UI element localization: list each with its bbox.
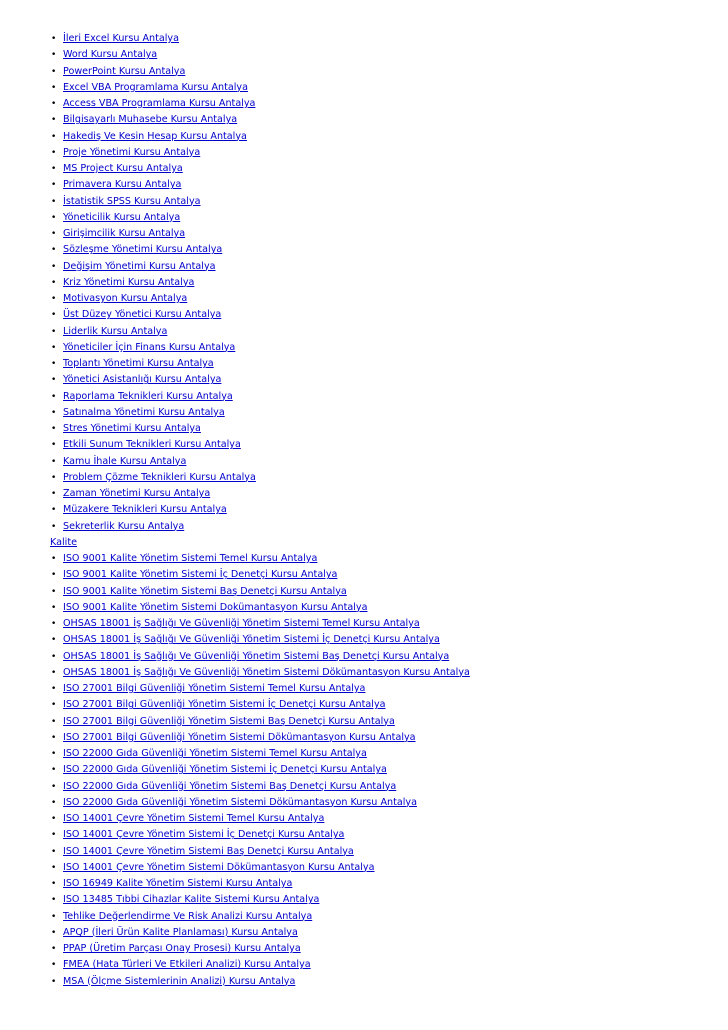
list-item xyxy=(0,470,728,486)
list-item xyxy=(0,291,728,307)
list-item xyxy=(0,974,728,990)
list-item xyxy=(0,795,728,811)
course-link[interactable]: Bilgisayarlı Muhasebe Kursu Antalya xyxy=(63,114,238,126)
bullet-icon: • xyxy=(51,586,57,597)
course-link[interactable]: Değişim Yönetimi Kursu Antalya xyxy=(63,260,216,272)
list-item xyxy=(0,31,728,47)
list-item xyxy=(0,145,728,161)
course-link[interactable]: Satınalma Yönetimi Kursu Antalya xyxy=(63,406,225,418)
course-link[interactable]: Girişimcilik Kursu Antalya xyxy=(63,228,186,239)
bullet-icon: • xyxy=(51,570,57,581)
course-link[interactable]: ISO 27001 Bilgi Güvenliği Yönetim Sistemi Temel Kursu Antalya xyxy=(63,683,366,694)
bullet-icon: • xyxy=(51,310,57,321)
course-link[interactable]: ISO 9001 Kalite Yönetim Sistemi İç Denetçi Kursu Antalya xyxy=(63,569,338,581)
list-item xyxy=(0,600,728,616)
course-list-general xyxy=(0,31,728,535)
course-link[interactable]: PPAP (Üretim Parçası Onay Prosesi) Kursu Antalya xyxy=(63,943,301,954)
course-link[interactable]: ISO 13485 Tıbbi Cihazlar Kalite Sistemi Kursu Antalya xyxy=(63,894,320,906)
list-item xyxy=(0,714,728,730)
bullet-icon: • xyxy=(51,82,57,93)
bullet-icon: • xyxy=(51,229,57,239)
list-item xyxy=(0,567,728,583)
course-link[interactable]: Tehlike Değerlendirme Ve Risk Analizi Kursu Antalya xyxy=(63,910,313,922)
course-link[interactable]: Primavera Kursu Antalya xyxy=(63,179,182,191)
bullet-icon: • xyxy=(51,879,57,889)
course-link[interactable]: ISO 27001 Bilgi Güvenliği Yönetim Sistemi Dökümantasyon Kursu Antalya xyxy=(63,731,416,743)
bullet-icon: • xyxy=(51,521,57,532)
course-link[interactable]: ISO 22000 Gıda Güvenliği Yönetim Sistemi Temel Kursu Antalya xyxy=(63,748,367,759)
bullet-icon: • xyxy=(51,359,57,369)
section-heading-link[interactable]: Kalite xyxy=(50,536,77,548)
course-link[interactable]: Proje Yönetimi Kursu Antalya xyxy=(63,146,201,158)
bullet-icon: • xyxy=(51,440,57,451)
list-item xyxy=(0,161,728,177)
list-item xyxy=(0,876,728,892)
list-item xyxy=(0,762,728,778)
course-link[interactable]: Etkili Sunum Teknikleri Kursu Antalya xyxy=(63,439,241,451)
bullet-icon: • xyxy=(51,781,57,792)
course-link[interactable]: Yönetici Asistanlığı Kursu Antalya xyxy=(63,374,222,386)
bullet-icon: • xyxy=(51,814,57,824)
bullet-icon: • xyxy=(51,602,57,613)
course-link[interactable]: ISO 9001 Kalite Yönetim Sistemi Temel Kursu Antalya xyxy=(63,553,318,564)
bullet-icon: • xyxy=(51,830,57,841)
bullet-icon: • xyxy=(51,944,57,954)
course-link[interactable]: ISO 9001 Kalite Yönetim Sistemi Baş Denetçi Kursu Antalya xyxy=(63,585,347,597)
bullet-icon: • xyxy=(51,862,57,873)
list-item xyxy=(0,697,728,713)
list-item xyxy=(0,519,728,535)
course-link[interactable]: Liderlik Kursu Antalya xyxy=(63,325,168,337)
bullet-icon: • xyxy=(51,895,57,906)
list-item xyxy=(0,551,728,567)
bullet-icon: • xyxy=(51,407,57,418)
bullet-icon: • xyxy=(51,846,57,857)
course-link[interactable]: ISO 27001 Bilgi Güvenliği Yönetim Sistemi Baş Denetçi Kursu Antalya xyxy=(63,715,395,727)
bullet-icon: • xyxy=(51,147,57,158)
course-link[interactable]: OHSAS 18001 İş Sağlığı Ve Güvenliği Yönetim Sistemi Dökümantasyon Kursu Antalya xyxy=(63,666,470,678)
bullet-icon: • xyxy=(51,960,57,971)
list-item xyxy=(0,730,728,746)
course-link[interactable]: Toplantı Yönetimi Kursu Antalya xyxy=(63,358,214,369)
list-item xyxy=(0,47,728,63)
course-link[interactable]: ISO 14001 Çevre Yönetim Sistemi Temel Kursu Antalya xyxy=(63,813,325,824)
course-link[interactable]: Kriz Yönetimi Kursu Antalya xyxy=(63,276,195,288)
bullet-icon: • xyxy=(51,716,57,727)
list-item xyxy=(0,421,728,437)
list-item xyxy=(0,275,728,291)
bullet-icon: • xyxy=(51,911,57,922)
course-link[interactable]: ISO 14001 Çevre Yönetim Sistemi Dökümantasyon Kursu Antalya xyxy=(63,861,375,873)
course-link[interactable]: Sözleşme Yönetimi Kursu Antalya xyxy=(63,244,223,256)
list-item xyxy=(0,80,728,96)
bullet-icon: • xyxy=(51,66,57,77)
list-item xyxy=(0,502,728,518)
bullet-icon: • xyxy=(51,505,57,516)
list-item xyxy=(0,665,728,681)
bullet-icon: • xyxy=(51,212,57,223)
list-item xyxy=(0,210,728,226)
list-item xyxy=(0,96,728,112)
bullet-icon: • xyxy=(51,99,57,109)
list-item xyxy=(0,811,728,827)
bullet-icon: • xyxy=(51,456,57,467)
bullet-icon: • xyxy=(51,700,57,711)
list-item xyxy=(0,827,728,843)
course-link[interactable]: APQP (İleri Ürün Kalite Planlaması) Kursu Antalya xyxy=(63,926,298,938)
bullet-icon: • xyxy=(51,554,57,564)
course-link[interactable]: OHSAS 18001 İş Sağlığı Ve Güvenliği Yönetim Sistemi Baş Denetçi Kursu Antalya xyxy=(63,650,450,662)
list-item xyxy=(0,389,728,405)
list-item xyxy=(0,242,728,258)
course-link[interactable]: OHSAS 18001 İş Sağlığı Ve Güvenliği Yönetim Sistemi Temel Kursu Antalya xyxy=(63,618,420,629)
course-link[interactable]: Excel VBA Programlama Kursu Antalya xyxy=(63,81,248,93)
list-item xyxy=(0,177,728,193)
list-item xyxy=(0,909,728,925)
list-item xyxy=(0,129,728,145)
bullet-icon: • xyxy=(51,472,57,483)
document-page xyxy=(0,31,728,990)
bullet-icon: • xyxy=(51,976,57,987)
course-link[interactable]: İleri Excel Kursu Antalya xyxy=(63,33,179,44)
bullet-icon: • xyxy=(51,489,57,499)
list-item xyxy=(0,64,728,80)
course-link[interactable]: OHSAS 18001 İş Sağlığı Ve Güvenliği Yönetim Sistemi İç Denetçi Kursu Antalya xyxy=(63,634,440,646)
course-link[interactable]: ISO 22000 Gıda Güvenliği Yönetim Sistemi İç Denetçi Kursu Antalya xyxy=(63,764,387,776)
list-item xyxy=(0,941,728,957)
course-link[interactable]: İstatistik SPSS Kursu Antalya xyxy=(63,195,201,207)
list-item xyxy=(0,649,728,665)
course-link[interactable]: ISO 27001 Bilgi Güvenliği Yönetim Sistemi İç Denetçi Kursu Antalya xyxy=(63,699,386,711)
course-link[interactable]: ISO 14001 Çevre Yönetim Sistemi Baş Denetçi Kursu Antalya xyxy=(63,845,354,857)
bullet-icon: • xyxy=(51,797,57,808)
bullet-icon: • xyxy=(51,765,57,776)
list-item xyxy=(0,372,728,388)
course-link[interactable]: Word Kursu Antalya xyxy=(63,49,158,61)
course-link[interactable]: Yöneticilik Kursu Antalya xyxy=(63,211,181,223)
course-link[interactable]: PowerPoint Kursu Antalya xyxy=(63,65,186,77)
bullet-icon: • xyxy=(51,732,57,743)
list-item xyxy=(0,486,728,502)
list-item xyxy=(0,844,728,860)
bullet-icon: • xyxy=(51,294,57,304)
bullet-icon: • xyxy=(51,375,57,386)
bullet-icon: • xyxy=(51,342,57,353)
course-link[interactable]: Kamu İhale Kursu Antalya xyxy=(63,455,187,467)
course-link[interactable]: ISO 22000 Gıda Güvenliği Yönetim Sistemi Baş Denetçi Kursu Antalya xyxy=(63,780,397,792)
course-link[interactable]: Zaman Yönetimi Kursu Antalya xyxy=(63,488,211,499)
course-link[interactable]: ISO 9001 Kalite Yönetim Sistemi Dokümantasyon Kursu Antalya xyxy=(63,601,368,613)
course-list-kalite xyxy=(0,551,728,990)
course-link[interactable]: Üst Düzey Yönetici Kursu Antalya xyxy=(63,309,222,321)
list-item xyxy=(0,892,728,908)
list-item xyxy=(0,616,728,632)
list-item xyxy=(0,194,728,210)
bullet-icon: • xyxy=(51,749,57,759)
list-item xyxy=(0,340,728,356)
section-heading-kalite xyxy=(0,535,728,551)
course-link[interactable]: Motivasyon Kursu Antalya xyxy=(63,293,188,304)
list-item xyxy=(0,112,728,128)
list-item xyxy=(0,860,728,876)
course-link[interactable]: ISO 22000 Gıda Güvenliği Yönetim Sistemi Dökümantasyon Kursu Antalya xyxy=(63,796,417,808)
list-item xyxy=(0,307,728,323)
list-item xyxy=(0,226,728,242)
list-item xyxy=(0,324,728,340)
course-link[interactable]: ISO 16949 Kalite Yönetim Sistemi Kursu Antalya xyxy=(63,878,293,889)
list-item xyxy=(0,454,728,470)
bullet-icon: • xyxy=(51,927,57,938)
list-item xyxy=(0,681,728,697)
bullet-icon: • xyxy=(51,277,57,288)
course-link[interactable]: Yöneticiler İçin Finans Kursu Antalya xyxy=(63,341,236,353)
course-link[interactable]: MS Project Kursu Antalya xyxy=(63,163,183,174)
course-link[interactable]: Müzakere Teknikleri Kursu Antalya xyxy=(63,504,227,516)
bullet-icon: • xyxy=(51,651,57,662)
bullet-icon: • xyxy=(51,131,57,142)
list-item xyxy=(0,259,728,275)
bullet-icon: • xyxy=(51,635,57,646)
bullet-icon: • xyxy=(51,180,57,191)
bullet-icon: • xyxy=(51,391,57,402)
course-link[interactable]: Problem Çözme Teknikleri Kursu Antalya xyxy=(63,471,256,483)
list-item xyxy=(0,584,728,600)
bullet-icon: • xyxy=(51,50,57,61)
course-link[interactable]: Hakediş Ve Kesin Hesap Kursu Antalya xyxy=(63,130,247,142)
list-item xyxy=(0,925,728,941)
course-link[interactable]: Raporlama Teknikleri Kursu Antalya xyxy=(63,390,233,402)
bullet-icon: • xyxy=(51,667,57,678)
bullet-icon: • xyxy=(51,424,57,434)
bullet-icon: • xyxy=(51,115,57,126)
course-link[interactable]: FMEA (Hata Türleri Ve Etkileri Analizi) Kursu Antalya xyxy=(63,959,311,971)
course-link[interactable]: Sekreterlik Kursu Antalya xyxy=(63,520,185,532)
bullet-icon: • xyxy=(51,619,57,629)
list-item xyxy=(0,746,728,762)
course-link[interactable]: ISO 14001 Çevre Yönetim Sistemi İç Denetçi Kursu Antalya xyxy=(63,829,345,841)
list-item xyxy=(0,779,728,795)
bullet-icon: • xyxy=(51,261,57,272)
bullet-icon: • xyxy=(51,684,57,694)
list-item xyxy=(0,437,728,453)
list-item xyxy=(0,405,728,421)
bullet-icon: • xyxy=(51,245,57,256)
bullet-icon: • xyxy=(51,34,57,44)
list-item xyxy=(0,957,728,973)
bullet-icon: • xyxy=(51,164,57,174)
course-link[interactable]: Access VBA Programlama Kursu Antalya xyxy=(63,98,256,109)
list-item xyxy=(0,632,728,648)
bullet-icon: • xyxy=(51,196,57,207)
course-link[interactable]: Stres Yönetimi Kursu Antalya xyxy=(63,423,201,434)
list-item xyxy=(0,356,728,372)
course-link[interactable]: MSA (Ölçme Sistemlerinin Analizi) Kursu Antalya xyxy=(63,975,296,987)
bullet-icon: • xyxy=(51,326,57,337)
